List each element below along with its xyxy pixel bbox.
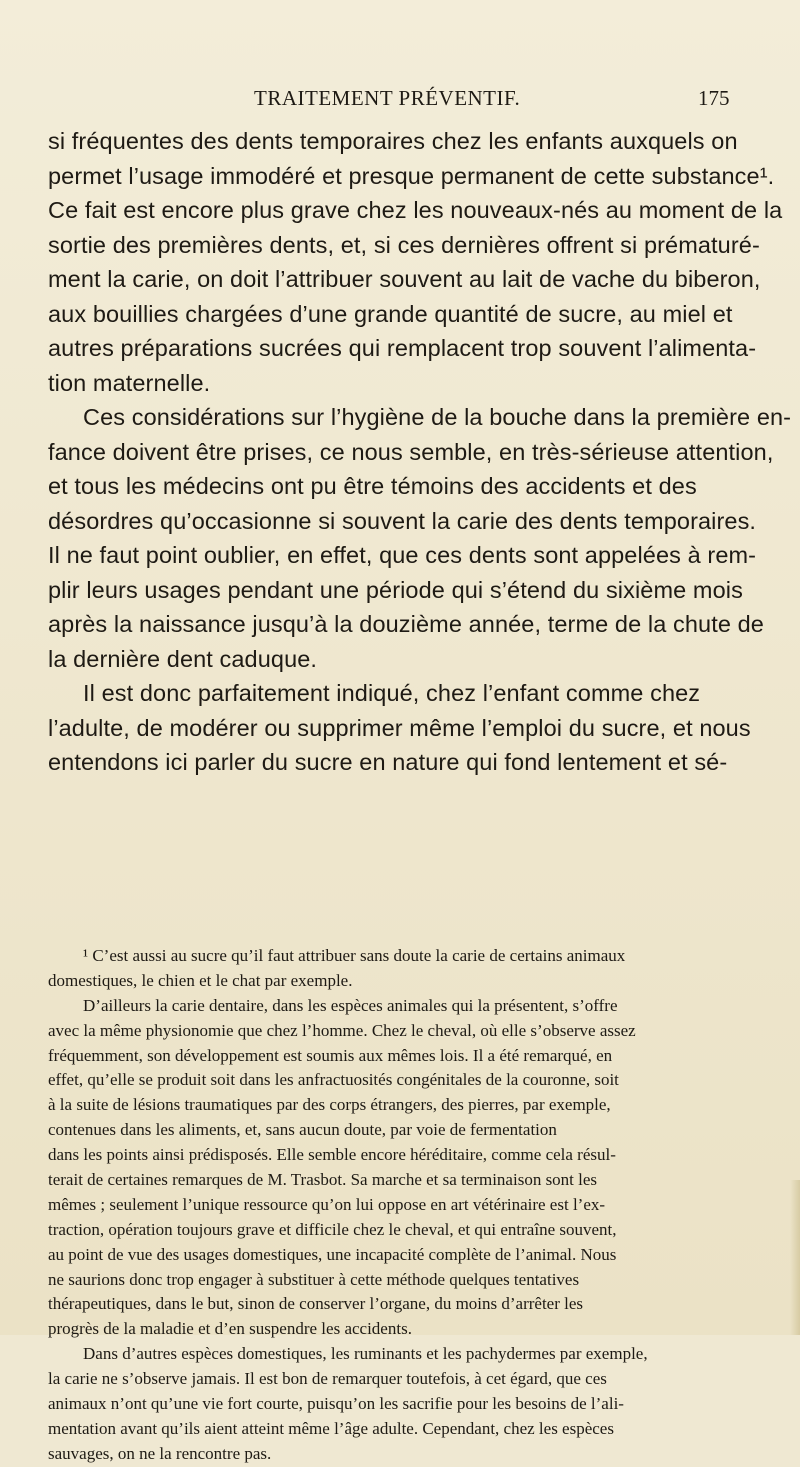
body-line: sortie des premières dents, et, si ces dernières offrent si prématuré- xyxy=(48,231,760,258)
footnote-line: effet, qu’elle se produit soit dans les anfractuosités congénitales de la couronne, soit xyxy=(48,1070,619,1090)
footnote-line: D’ailleurs la carie dentaire, dans les espèces animales qui la présentent, s’offre xyxy=(83,995,618,1015)
footnote-line: terait de certaines remarques de M. Trasbot. Sa marche et sa terminaison sont les xyxy=(48,1170,598,1190)
footnote-line: Dans d’autres espèces domestiques, les ruminants et les pachydermes par exemple, xyxy=(83,1344,648,1364)
body-line: entendons ici parler du sucre en nature qui fond lentement et sé- xyxy=(48,749,728,775)
body-line: aux bouillies chargées d’une grande quantité de sucre, au miel et xyxy=(48,300,733,327)
body-line: l’adulte, de modérer ou supprimer même l’emploi du sucre, et nous xyxy=(48,714,751,741)
footnote-line: contenues dans les aliments, et, sans aucun doute, par voie de fermentation xyxy=(48,1120,557,1140)
footnote-block xyxy=(48,944,760,1467)
footnote-line: domestiques, le chien et le chat par exemple. xyxy=(48,970,353,990)
footnote-line: sauvages, on ne la rencontre pas. xyxy=(48,1443,272,1463)
body-line: permet l’usage immodéré et presque permanent de cette substance¹. xyxy=(48,162,775,189)
body-line: Ces considérations sur l’hygiène de la bouche dans la première en- xyxy=(83,404,792,430)
body-line: ment la carie, on doit l’attribuer souvent au lait de vache du biberon, xyxy=(48,266,761,292)
page-number: 175 xyxy=(698,86,730,110)
footnote-line: la carie ne s’observe jamais. Il est bon de remarquer toutefois, à cet égard, que ces xyxy=(48,1369,607,1389)
footnote-line: mêmes ; seulement l’unique ressource qu’on lui oppose en art vétérinaire est l’ex- xyxy=(48,1194,606,1214)
body-line: Il ne faut point oublier, en effet, que ces dents sont appelées à rem- xyxy=(48,542,757,568)
body-line: plir leurs usages pendant une période qui s’étend du sixième mois xyxy=(48,576,743,603)
body-line: Il est donc parfaitement indiqué, chez l’enfant comme chez xyxy=(83,680,701,706)
body-text xyxy=(48,124,792,780)
body-line: fance doivent être prises, ce nous semble, en très-sérieuse attention, xyxy=(48,438,774,465)
footnote-line: au point de vue des usages domestiques, une incapacité complète de l’animal. Nous xyxy=(48,1244,617,1264)
body-line: Ce fait est encore plus grave chez les nouveaux-nés au moment de la xyxy=(48,197,783,223)
running-head: TRAITEMENT PRÉVENTIF. xyxy=(254,86,521,110)
footnote-line: dans les points ainsi prédisposés. Elle semble encore héréditaire, comme cela résul- xyxy=(48,1145,616,1165)
footnote-line: thérapeutiques, dans le but, sinon de conserver l’organe, du moins d’arrêter les xyxy=(48,1294,584,1314)
footnote-line: à la suite de lésions traumatiques par des corps étrangers, des pierres, par exemple, xyxy=(48,1095,611,1115)
body-line: la dernière dent caduque. xyxy=(48,645,318,672)
footnote-line: ¹ C’est aussi au sucre qu’il faut attribuer sans doute la carie de certains animaux xyxy=(83,946,626,965)
body-line: désordres qu’occasionne si souvent la carie des dents temporaires. xyxy=(48,507,757,534)
body-line: et tous les médecins ont pu être témoins des accidents et des xyxy=(48,473,697,499)
footnote-line: mentation avant qu’ils aient atteint même l’âge adulte. Cependant, chez les espèces xyxy=(48,1418,614,1438)
footnote-line: fréquemment, son développement est soumis aux mêmes lois. Il a été remarqué, en xyxy=(48,1045,613,1065)
body-line: si fréquentes des dents temporaires chez les enfants auxquels on xyxy=(48,128,738,154)
footnote-line: progrès de la maladie et d’en suspendre les accidents. xyxy=(48,1319,412,1339)
footnote-line: traction, opération toujours grave et difficile chez le cheval, et qui entraîne souvent, xyxy=(48,1219,617,1239)
page-header xyxy=(0,86,800,116)
footnote-line: avec la même physionomie que chez l’homme. Chez le cheval, où elle s’observe assez xyxy=(48,1020,636,1040)
footnote-line: ne saurions donc trop engager à substituer à cette méthode quelques tentatives xyxy=(48,1269,580,1289)
page-edge-shadow xyxy=(790,1180,800,1335)
body-line: après la naissance jusqu’à la douzième année, terme de la chute de xyxy=(48,611,764,637)
footnote-line: animaux n’ont qu’une vie fort courte, puisqu’on les sacrifie pour les besoins de l’ali- xyxy=(48,1394,624,1414)
body-line: tion maternelle. xyxy=(48,369,211,396)
body-line: autres préparations sucrées qui remplacent trop souvent l’alimenta- xyxy=(48,335,757,361)
